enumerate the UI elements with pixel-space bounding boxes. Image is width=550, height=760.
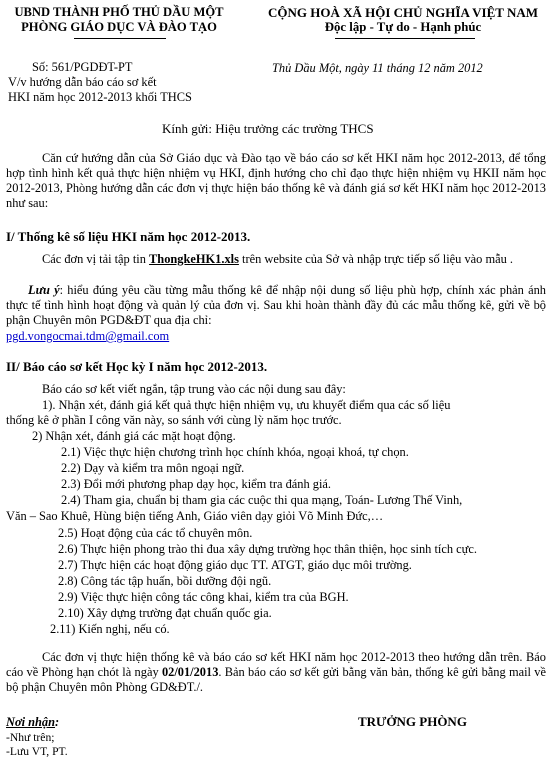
issuer-underline	[74, 38, 166, 39]
national-motto-title: CỘNG HOÀ XÃ HỘI CHỦ NGHĨA VIỆT NAM	[267, 5, 539, 20]
intro-paragraph: Căn cứ hướng dẫn của Sở Giáo dục và Đào tạo về báo cáo sơ kết HKI năm học 2012-2013, để tổng hợp tình hình kết quả thực hiện nhiệm vụ HKI, định hướng cho chỉ đạo thực hiện nhiệm vụ HKII năm học 2012-2013, Phòng hướng dẫn các đơn vị thực hiện báo thống kê và đánh giá sơ kết HKI năm học 2012-2013 như sau:	[6, 151, 546, 210]
sub-item-2-6: 2.6) Thực hiện phong trào thi đua xây dựng trường học thân thiện, học sinh tích cực.	[58, 542, 477, 556]
sub-item-2-11: 2.11) Kiến nghị, nếu có.	[50, 622, 170, 636]
closing-text-before: Các đơn vị thực hiện thống kê và báo cáo sơ kết HKI năm học 2012-2013 theo hướng dẫn trên. Báo cáo về Phòng hạn chót là ngày	[6, 650, 546, 679]
sub-item-2-7: 2.7) Thực hiện các hoạt động giáo dục TT. ATGT, giáo dục môi trường.	[58, 558, 412, 572]
sub-item-2-1: 2.1) Việc thực hiện chương trình học chính khóa, ngoại khoá, tự chọn.	[61, 445, 409, 459]
document-number: Số: 561/PGDĐT-PT	[32, 60, 133, 74]
recipient-1: -Như trên;	[6, 731, 55, 744]
section-2-title: II/ Báo cáo sơ kết Học kỳ I năm học 2012-2013.	[6, 359, 268, 374]
email-address[interactable]	[6, 329, 169, 344]
closing-text-after: . Bản báo cáo sơ kết gửi bằng văn bản, thống kê gửi bằng mail về bộ phận Chuyên môn Phòng GD&ĐT./.	[6, 665, 546, 694]
section-1-title: I/ Thống kê số liệu HKI năm học 2012-2013.	[6, 229, 251, 244]
section-1-text-before: Các đơn vị tải tập tin	[42, 252, 150, 266]
statistics-file-name[interactable]: ThongkeHK1.xls	[149, 252, 239, 266]
sub-item-2-5: 2.5) Hoạt động của các tổ chuyên môn.	[58, 526, 253, 540]
issuer-department: PHÒNG GIÁO DỤC VÀ ĐÀO TẠO	[21, 20, 217, 34]
sub-item-2-4: 2.4) Tham gia, chuẩn bị tham gia các cuộc thi qua mạng, Toán- Lương Thế Vinh,	[61, 493, 463, 507]
deadline-date: 02/01/2013	[161, 665, 219, 679]
note-label: Lưu ý	[28, 283, 60, 297]
recipients-colon: :	[55, 715, 60, 729]
recipient-2: -Lưu VT, PT.	[6, 745, 68, 758]
signer-title: TRƯỞNG PHÒNG	[358, 714, 467, 729]
section-1-paragraph	[6, 252, 546, 267]
motto-underline	[335, 38, 475, 39]
item-2: 2) Nhận xét, đánh giá các mặt hoạt động.	[32, 429, 236, 443]
national-motto-subtitle: Độc lập - Tự do - Hạnh phúc	[324, 20, 482, 34]
item-1-line-1: 1). Nhận xét, đánh giá kết quả thực hiện nhiệm vụ, ưu khuyết điểm qua các số liệu	[42, 398, 451, 412]
sub-item-2-3: 2.3) Đổi mới phương phap dạy học, kiểm tra đánh giá.	[61, 477, 331, 491]
place-date: Thủ Dầu Một, ngày 11 tháng 12 năm 2012	[272, 61, 483, 75]
subject-line-1: V/v hướng dẫn báo cáo sơ kết	[8, 75, 157, 89]
issuer-authority: UBND THÀNH PHỐ THỦ DẦU MỘT	[14, 5, 224, 19]
sub-item-2-8: 2.8) Công tác tập huấn, bồi dưỡng đội ngũ.	[58, 574, 272, 588]
recipients-label: Nơi nhận	[6, 715, 56, 729]
recipient-line: Kính gửi: Hiệu trưởng các trường THCS	[162, 121, 374, 136]
sub-item-2-2: 2.2) Dạy và kiểm tra môn ngoại ngữ.	[61, 461, 245, 475]
recipients-heading	[6, 715, 59, 730]
section-1-note	[6, 283, 546, 328]
section-2-lead: Báo cáo sơ kết viết ngắn, tập trung vào các nội dung sau đây:	[42, 382, 346, 396]
section-1-text-after: trên website của Sở và nhập trực tiếp số liệu vào mẫu .	[238, 252, 513, 266]
sub-item-2-10: 2.10) Xây dựng trường đạt chuẩn quốc gia.	[58, 606, 272, 620]
item-1-line-2: thống kê ở phần I công văn này, so sánh với cùng lỳ năm học trước.	[6, 413, 342, 427]
closing-paragraph	[6, 650, 546, 695]
subject-line-2: HKI năm học 2012-2013 khối THCS	[8, 90, 192, 104]
sub-item-2-4-continued: Văn – Sao Khuê, Hùng biện tiếng Anh, Giáo viên dạy giỏi Võ Minh Đức,…	[6, 509, 384, 523]
email-link[interactable]: pgd.vongocmai.tdm@gmail.com	[6, 329, 170, 343]
sub-item-2-9: 2.9) Việc thực hiện công tác công khai, kiểm tra của BGH.	[58, 590, 349, 604]
note-text: : hiểu đúng yêu cầu từng mẫu thống kê để nhập nội dung số liệu phù hợp, chính xác phản ánh thực tế tình hình hoạt động và quản lý của đơn vị. Sau khi hoàn thành đầy đủ các mẫu thống kê, gửi về bộ phận Chuyên môn PGD&ĐT qua địa chỉ:	[6, 283, 546, 327]
